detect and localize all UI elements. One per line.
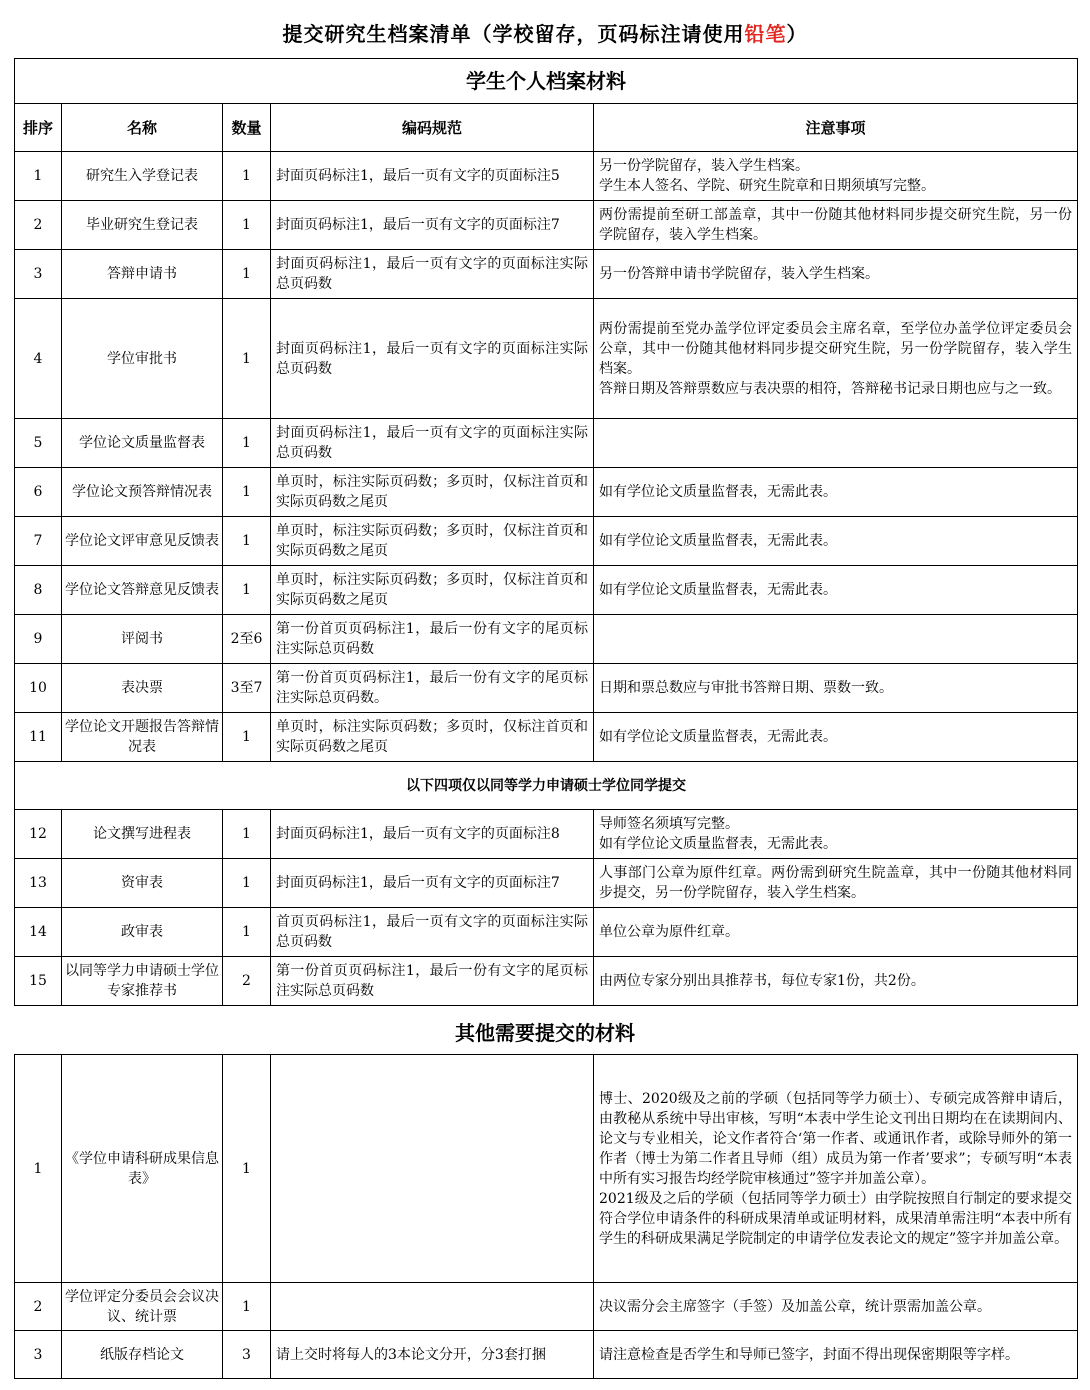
title-red-highlight: 铅笔 [744,22,787,46]
row-name: 评阅书 [62,615,223,664]
header-code: 编码规范 [271,104,594,152]
row-code-rule: 第一份首页页码标注1，最后一份有文字的尾页标注实际总页码数 [271,615,594,664]
table-body [15,152,1078,762]
row-notes [594,859,1078,908]
row-quantity: 1 [223,517,271,566]
row-code-rule: 封面页码标注1，最后一页有文字的页面标注5 [271,152,594,201]
row-number: 14 [15,908,62,957]
row-quantity: 1 [223,299,271,419]
row-name: 学位论文质量监督表 [62,419,223,468]
row-notes [594,810,1078,859]
table-row [15,152,1078,201]
note-line: 两份需提前至研工部盖章，其中一份随其他材料同步提交研究生院，另一份学院留存，装入学生档案。 [599,207,1073,243]
row-quantity: 2 [223,957,271,1006]
sub-heading: 以下四项仅以同等学力申请硕士学位同学提交 [15,762,1078,810]
note-line: 导师签名须填写完整。 [599,816,739,832]
note-line: 日期和票总数应与审批书答辩日期、票数一致。 [599,680,893,696]
row-quantity: 1 [223,859,271,908]
row-name: 研究生入学登记表 [62,152,223,201]
note-line: 如有学位论文质量监督表，无需此表。 [599,582,837,598]
row-name: 答辩申请书 [62,250,223,299]
table-row [15,810,1078,859]
row-code-rule: 请上交时将每人的3本论文分开，分3套打捆 [271,1331,594,1379]
row-notes [594,517,1078,566]
row-notes [594,957,1078,1006]
row-quantity: 1 [223,201,271,250]
note-line: 如有学位论文质量监督表，无需此表。 [599,729,837,745]
row-code-rule: 封面页码标注1，最后一页有文字的页面标注7 [271,859,594,908]
row-name: 以同等学力申请硕士学位专家推荐书 [62,957,223,1006]
row-quantity: 1 [223,566,271,615]
note-line: 请注意检查是否学生和导师已签字，封面不得出现保密期限等字样。 [599,1346,1019,1363]
row-number: 8 [15,566,62,615]
row-number: 1 [15,1055,62,1283]
row-quantity: 1 [223,713,271,762]
table-header-row [15,104,1078,152]
row-quantity: 1 [223,1283,271,1331]
row-quantity: 2至6 [223,615,271,664]
row-code-rule: 封面页码标注1，最后一页有文字的页面标注实际总页码数 [271,419,594,468]
row-notes [594,615,1078,664]
table-row [15,566,1078,615]
row-code-rule: 第一份首页页码标注1，最后一份有文字的尾页标注实际总页码数 [271,957,594,1006]
row-notes [594,468,1078,517]
row-notes [594,250,1078,299]
row-number: 13 [15,859,62,908]
row-quantity: 1 [223,908,271,957]
note-line: 另一份学院留存，装入学生档案。 [599,158,809,174]
row-notes [594,908,1078,957]
table-row [15,1331,1078,1379]
row-notes [594,1055,1078,1283]
row-notes [594,152,1078,201]
row-code-rule: 首页页码标注1，最后一页有文字的页面标注实际总页码数 [271,908,594,957]
table-row [15,859,1078,908]
table-row [15,201,1078,250]
row-name: 资审表 [62,859,223,908]
row-notes [594,1331,1078,1379]
row-number: 9 [15,615,62,664]
note-line: 2021级及之后的学硕（包括同等学力硕士）由学院按照自行制定的要求提交符合学位申请条件的科研成果清单或证明材料，成果清单需注明“本表中所有学生的科研成果满足学院制定的申请学位发表论文的规定”签字并加盖公章。 [599,1190,1072,1247]
title-end: ） [786,22,808,46]
header-qty: 数量 [223,104,271,152]
note-line: 如有学位论文质量监督表，无需此表。 [599,484,837,500]
row-name: 学位论文开题报告答辩情况表 [62,713,223,762]
row-code-rule: 封面页码标注1，最后一页有文字的页面标注8 [271,810,594,859]
row-quantity: 1 [223,468,271,517]
row-quantity: 1 [223,1055,271,1283]
table-row [15,1283,1078,1331]
table-row [15,615,1078,664]
note-line: 人事部门公章为原件红章。两份需到研究生院盖章，其中一份随其他材料同步提交，另一份学院留存，装入学生档案。 [599,865,1073,901]
table-row [15,713,1078,762]
row-code-rule: 单页时，标注实际页码数；多页时，仅标注首页和实际页码数之尾页 [271,713,594,762]
table-body-equivalent [15,810,1078,1006]
note-line: 学生本人签名、学院、研究生院章和日期须填写完整。 [599,178,935,194]
section-heading: 学生个人档案材料 [15,59,1078,104]
note-line: 如有学位论文质量监督表，无需此表。 [599,533,837,549]
table-row [15,419,1078,468]
row-quantity: 1 [223,419,271,468]
row-name: 学位审批书 [62,299,223,419]
table-row [15,957,1078,1006]
row-number: 2 [15,1283,62,1331]
row-number: 12 [15,810,62,859]
row-number: 15 [15,957,62,1006]
note-line: 两份需提前至党办盖学位评定委员会主席名章，至学位办盖学位评定委员会公章，其中一份随其他材料同步提交研究生院，另一份学院留存，装入学生档案。 [599,320,1073,377]
row-notes [594,419,1078,468]
row-name: 学位论文答辩意见反馈表 [62,566,223,615]
row-name: 政审表 [62,908,223,957]
row-notes [594,1283,1078,1331]
row-notes [594,713,1078,762]
header-name: 名称 [62,104,223,152]
table-row [15,517,1078,566]
table-row [15,250,1078,299]
row-name: 表决票 [62,664,223,713]
row-name: 学位论文评审意见反馈表 [62,517,223,566]
row-name: 《学位申请科研成果信息表》 [62,1055,223,1283]
table-row [15,468,1078,517]
note-line: 另一份答辩申请书学院留存，装入学生档案。 [599,266,879,282]
row-number: 4 [15,299,62,419]
row-code-rule: 封面页码标注1，最后一页有文字的页面标注实际总页码数 [271,250,594,299]
row-code-rule: 封面页码标注1，最后一页有文字的页面标注实际总页码数 [271,299,594,419]
row-number: 6 [15,468,62,517]
row-number: 11 [15,713,62,762]
other-materials-heading: 其他需要提交的材料 [455,1021,635,1045]
note-line: 决议需分会主席签字（手签）及加盖公章，统计票需加盖公章。 [599,1298,991,1315]
row-name: 论文撰写进程表 [62,810,223,859]
row-quantity: 1 [223,810,271,859]
row-number: 3 [15,1331,62,1379]
note-line: 由两位专家分别出具推荐书，每位专家1份，共2份。 [599,973,925,989]
row-number: 1 [15,152,62,201]
row-notes [594,664,1078,713]
row-code-rule: 单页时，标注实际页码数；多页时，仅标注首页和实际页码数之尾页 [271,517,594,566]
row-notes [594,299,1078,419]
title-main: 提交研究生档案清单（学校留存，页码标注请使用 [282,22,745,46]
note-line: 如有学位论文质量监督表，无需此表。 [599,836,837,852]
row-notes [594,566,1078,615]
table-row [15,1055,1078,1283]
row-quantity: 1 [223,250,271,299]
table-row [15,664,1078,713]
row-quantity: 3 [223,1331,271,1379]
student-archive-table [14,58,1078,1006]
row-notes [594,201,1078,250]
row-number: 10 [15,664,62,713]
row-number: 3 [15,250,62,299]
row-name: 学位论文预答辩情况表 [62,468,223,517]
table-row [15,299,1078,419]
document-title [0,18,1090,47]
header-order: 排序 [15,104,62,152]
note-line: 单位公章为原件红章。 [599,924,739,940]
table-row [15,908,1078,957]
row-number: 5 [15,419,62,468]
row-name: 毕业研究生登记表 [62,201,223,250]
row-quantity: 3至7 [223,664,271,713]
row-code-rule [271,1055,594,1283]
note-line: 博士、2020级及之前的学硕（包括同等学力硕士）、专硕完成答辩申请后，由教秘从系统中导出审核，写明“本表中学生论文刊出日期均在在读期间内、论文与专业相关，论文作者符合‘第一作者、或通讯作者，或除导师外的第一作者（博士为第二作者且导师（组）成员为第一作者’要求”；专硕写明“本表中所有实习报告均经学院审核通过”签字并加盖公章）。 [599,1090,1072,1187]
row-number: 2 [15,201,62,250]
other-materials-table [14,1054,1078,1379]
row-code-rule: 单页时，标注实际页码数；多页时，仅标注首页和实际页码数之尾页 [271,566,594,615]
table-body-other [15,1055,1078,1379]
row-name: 学位评定分委员会会议决议、统计票 [62,1283,223,1331]
row-code-rule: 封面页码标注1，最后一页有文字的页面标注7 [271,201,594,250]
row-number: 7 [15,517,62,566]
header-notes: 注意事项 [594,104,1078,152]
row-name: 纸版存档论文 [62,1331,223,1379]
note-line: 答辩日期及答辩票数应与表决票的相符，答辩秘书记录日期也应与之一致。 [599,380,1061,397]
row-code-rule [271,1283,594,1331]
row-code-rule: 第一份首页页码标注1，最后一份有文字的尾页标注实际总页码数。 [271,664,594,713]
row-code-rule: 单页时，标注实际页码数；多页时，仅标注首页和实际页码数之尾页 [271,468,594,517]
row-quantity: 1 [223,152,271,201]
